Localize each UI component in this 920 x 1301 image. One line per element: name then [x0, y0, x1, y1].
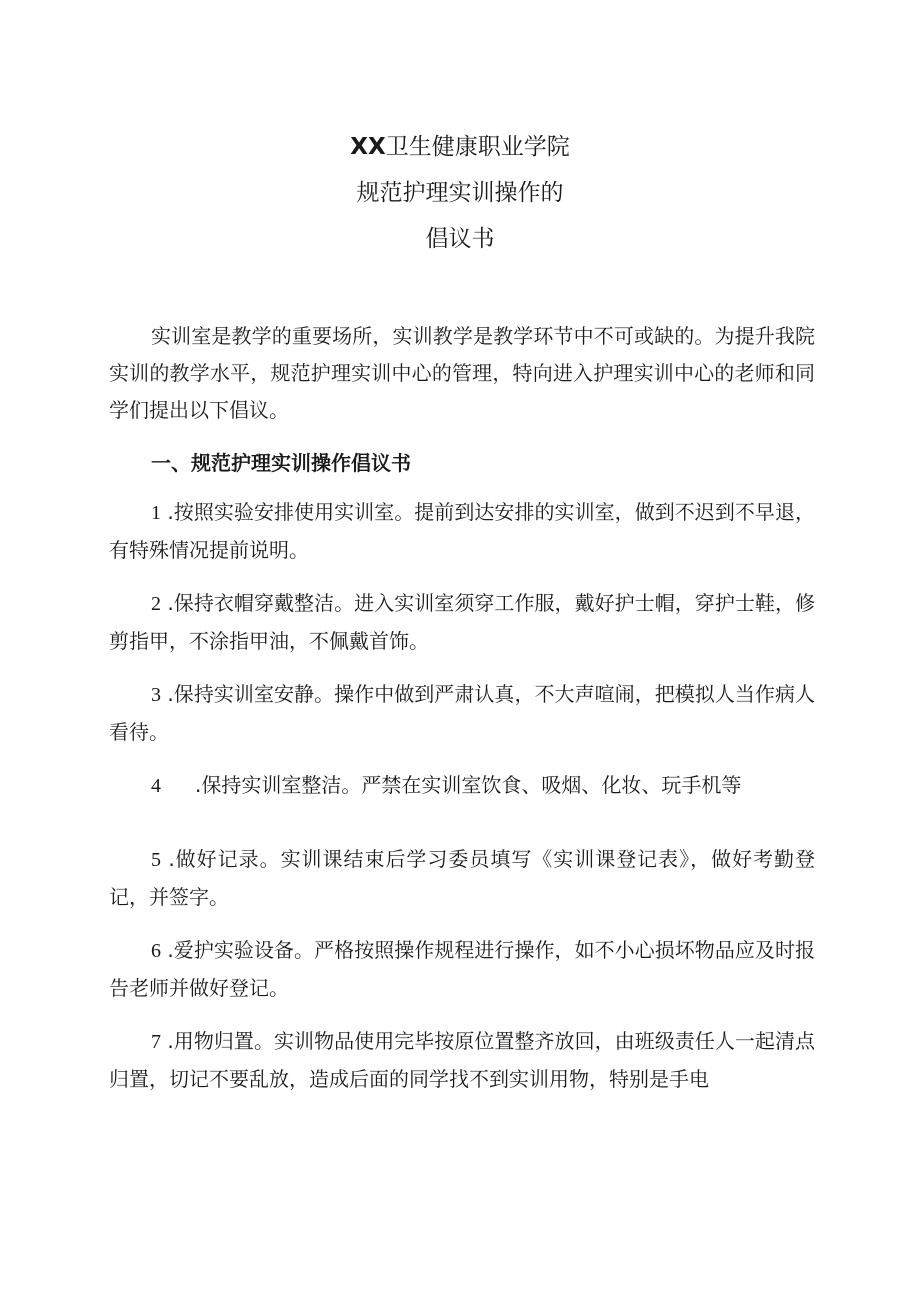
item-text: .按照实验安排使用实训室。提前到达安排的实训室，做到不迟到不早退，有特殊情况提前说明。 — [109, 500, 816, 562]
intro-paragraph: 实训室是教学的重要场所，实训教学是教学环节中不可或缺的。为提升我院实训的教学水平，规范护理实训中心的管理，特向进入护理实训中心的老师和同学们提出以下倡议。 — [109, 324, 815, 422]
item-text: .爱护实验设备。严格按照操作规程进行操作，如不小心损坏物品应及时报告老师并做好登记。 — [109, 938, 816, 1000]
item-number: 7 — [151, 1031, 161, 1053]
item-number: 2 — [151, 593, 161, 615]
item-3 — [109, 676, 815, 751]
item-6 — [109, 932, 815, 1007]
item-4 — [109, 767, 815, 805]
item-text: .保持实训室安静。操作中做到严肃认真，不大声喧闹，把模拟人当作病人看待。 — [109, 682, 816, 744]
item-1 — [109, 494, 815, 569]
item-number: 4 — [151, 775, 161, 797]
item-number: 6 — [151, 940, 161, 962]
item-7 — [109, 1023, 815, 1098]
item-2 — [109, 585, 815, 660]
document-body — [109, 318, 815, 1114]
item-5 — [109, 841, 815, 916]
title-line-1 — [0, 124, 920, 170]
item-text: .保持实训室整洁。严禁在实训室饮食、吸烟、化妆、玩手机等 — [195, 773, 742, 797]
item-number: 3 — [151, 684, 161, 706]
section-heading: 一、规范护理实训操作倡议书 — [151, 451, 411, 475]
title-institution: 卫生健康职业学院 — [385, 134, 570, 160]
item-text: .保持衣帽穿戴整洁。进入实训室须穿工作服，戴好护士帽，穿护士鞋，修剪指甲，不涂指甲油，不佩戴首饰。 — [109, 591, 816, 653]
item-text: .做好记录。实训课结束后学习委员填写《实训课登记表》，做好考勤登记，并签字。 — [109, 847, 816, 909]
item-number: 5 — [151, 849, 161, 871]
title-line-3: 倡议书 — [425, 226, 495, 252]
document-title — [0, 124, 920, 262]
item-text: .用物归置。实训物品使用完毕按原位置整齐放回，由班级责任人一起清点归置，切记不要乱放，造成后面的同学找不到实训用物，特别是手电 — [109, 1029, 816, 1091]
title-line-2: 规范护理实训操作的 — [356, 180, 564, 206]
title-prefix: XX — [350, 134, 386, 160]
item-number: 1 — [151, 502, 161, 524]
